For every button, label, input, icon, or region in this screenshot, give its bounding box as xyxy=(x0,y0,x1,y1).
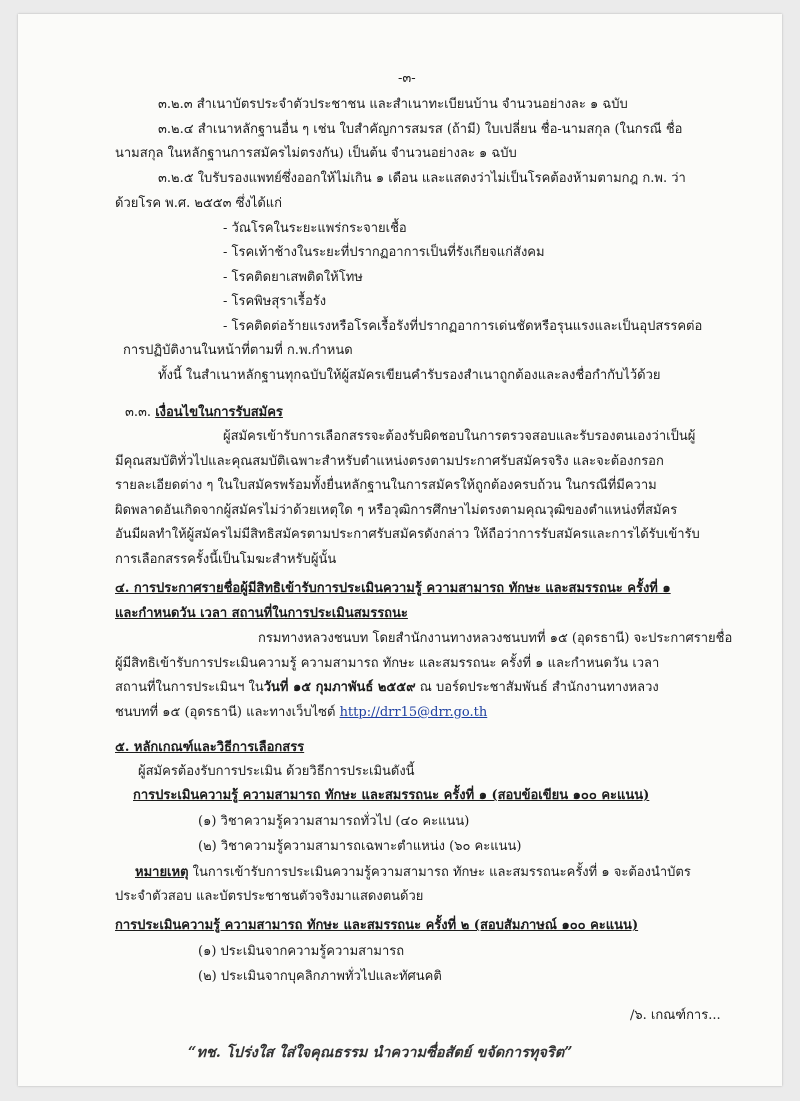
evaluation-2-item: (๑) ประเมินจากความรู้ความสามารถ xyxy=(198,944,405,959)
announcement-date-line xyxy=(115,679,659,697)
note-line-cont: ประจำตัวสอบ และบัตรประชาชนตัวจริงมาแสดงตนด้วย xyxy=(115,889,424,904)
evaluation-1-heading: การประเมินความรู้ ความสามารถ ทักษะ และสมรรถนะ ครั้งที่ ๑ (สอบข้อเขียน ๑๐๐ คะแนน) xyxy=(133,788,650,803)
paragraph-line: มีคุณสมบัติทั่วไปและคุณสมบัติเฉพาะสำหรับตำแหน่งตรงตามประกาศรับสมัครจริง และจะต้องกรอก xyxy=(115,454,664,469)
section-5-heading: ๕. หลักเกณฑ์และวิธีการเลือกสรร xyxy=(115,740,305,755)
section-4-heading: ๔. การประกาศรายชื่อผู้มีสิทธิเข้ารับการประเมินความรู้ ความสามารถ ทักษะ และสมรรถนะ ครั้งที่ ๑ xyxy=(115,581,671,596)
website-link[interactable]: http://drr15@drr.go.th xyxy=(339,705,488,720)
item-3-2-4-cont: นามสกุล ในหลักฐานการสมัครไม่ตรงกัน) เป็นต้น จำนวนอย่างละ ๑ ฉบับ xyxy=(115,146,517,161)
paragraph-line: ผู้มีสิทธิเข้ารับการประเมินความรู้ ความสามารถ ทักษะ และสมรรถนะ ครั้งที่ ๑ และกำหนดวัน เวลา xyxy=(115,656,660,671)
website-prefix: ชนบทที่ ๑๕ (อุดรธานี) และทางเว็บไซต์ xyxy=(115,705,340,720)
section-title: เงื่อนไขในการรับสมัคร xyxy=(155,405,283,420)
paragraph-line: การเลือกสรรครั้งนี้เป็นโมฆะสำหรับผู้นั้น xyxy=(115,552,337,567)
paragraph-line: รายละเอียดต่าง ๆ ในใบสมัครพร้อมทั้งยื่นหลักฐานในการสมัครให้ถูกต้องครบถ้วน ในกรณีที่มีความ xyxy=(115,478,657,493)
evaluation-1-item: (๑) วิชาความรู้ความสามารถทั่วไป (๔๐ คะแนน) xyxy=(198,814,470,829)
item-3-2-4: ๓.๒.๔ สำเนาหลักฐานอื่น ๆ เช่น ใบสำคัญการสมรส (ถ้ามี) ใบเปลี่ยน ชื่อ-นามสกุล (ในกรณี ชื่อ xyxy=(158,122,683,137)
note-line xyxy=(135,864,691,882)
continuation-marker: /๖. เกณฑ์การ... xyxy=(630,1008,721,1023)
note-label: หมายเหตุ xyxy=(135,865,189,880)
paragraph-line: ผิดพลาดอันเกิดจากผู้สมัครไม่ว่าด้วยเหตุใด ๆ หรือวุฒิการศึกษาไม่ตรงตามคุณวุฒิของตำแหน่งที่สมัคร xyxy=(115,503,678,518)
disease-item: - โรคพิษสุราเรื้อรัง xyxy=(223,294,327,309)
footer-slogan: “ทช. โปร่งใส ใส่ใจคุณธรรม นำความซื่อสัตย์ ขจัดการทุจริต” xyxy=(188,1044,573,1061)
evaluation-1-item: (๒) วิชาความรู้ความสามารถเฉพาะตำแหน่ง (๖๐ คะแนน) xyxy=(198,839,522,854)
paragraph-line: ผู้สมัครเข้ารับการเลือกสรรจะต้องรับผิดชอบในการตรวจสอบและรับรองตนเองว่าเป็นผู้ xyxy=(223,429,696,444)
evaluation-2-item: (๒) ประเมินจากบุคลิกภาพทั่วไปและทัศนคติ xyxy=(198,969,442,984)
document-page xyxy=(18,14,782,1086)
page-number: -๓- xyxy=(398,71,416,86)
evaluation-2-heading: การประเมินความรู้ ความสามารถ ทักษะ และสมรรถนะ ครั้งที่ ๒ (สอบสัมภาษณ์ ๑๐๐ คะแนน) xyxy=(115,918,639,933)
section-4-heading-cont: และกำหนดวัน เวลา สถานที่ในการประเมินสมรรถนะ xyxy=(115,606,408,621)
disease-item: - วัณโรคในระยะแพร่กระจายเชื้อ xyxy=(223,221,407,236)
announcement-date: วันที่ ๑๕ กุมภาพันธ์ ๒๕๕๙ xyxy=(263,680,416,695)
date-line-suffix: ณ บอร์ดประชาสัมพันธ์ สำนักงานทางหลวง xyxy=(415,680,659,695)
disease-item: - โรคเท้าช้างในระยะที่ปรากฏอาการเป็นที่รังเกียจแก่สังคม xyxy=(223,245,545,260)
disease-item: - โรคติดต่อร้ายแรงหรือโรคเรื้อรังที่ปรากฏอาการเด่นชัดหรือรุนแรงและเป็นอุปสรรคต่อ xyxy=(223,319,703,334)
disease-item-cont: การปฏิบัติงานในหน้าที่ตามที่ ก.พ.กำหนด xyxy=(123,343,353,358)
section-number: ๓.๓. xyxy=(125,405,152,420)
item-3-2-5-cont: ด้วยโรค พ.ศ. ๒๕๕๓ ซึ่งได้แก่ xyxy=(115,196,283,211)
paragraph-line: กรมทางหลวงชนบท โดยสำนักงานทางหลวงชนบทที่ ๑๕ (อุดรธานี) จะประกาศรายชื่อ xyxy=(258,631,733,646)
paragraph-line: อันมีผลทำให้ผู้สมัครไม่มีสิทธิสมัครตามประกาศรับสมัครดังกล่าว ให้ถือว่าการรับสมัครและการได้รับเข้ารับ xyxy=(115,527,700,542)
section-3-3-heading xyxy=(125,404,283,422)
date-line-prefix: สถานที่ในการประเมินฯ ใน xyxy=(115,680,264,695)
item-3-2-3: ๓.๒.๓ สำเนาบัตรประจำตัวประชาชน และสำเนาทะเบียนบ้าน จำนวนอย่างละ ๑ ฉบับ xyxy=(158,97,628,112)
certify-note: ทั้งนี้ ในสำเนาหลักฐานทุกฉบับให้ผู้สมัครเขียนคำรับรองสำเนาถูกต้องและลงชื่อกำกับไว้ด้วย xyxy=(158,368,661,383)
note-text: ในการเข้ารับการประเมินความรู้ความสามารถ ทักษะ และสมรรถนะครั้งที่ ๑ จะต้องนำบัตร xyxy=(188,865,691,880)
disease-item: - โรคติดยาเสพติดให้โทษ xyxy=(223,270,363,285)
section-5-intro: ผู้สมัครต้องรับการประเมิน ด้วยวิธีการประเมินดังนี้ xyxy=(138,764,415,779)
website-line xyxy=(115,704,487,722)
item-3-2-5: ๓.๒.๕ ใบรับรองแพทย์ซึ่งออกให้ไม่เกิน ๑ เดือน และแสดงว่าไม่เป็นโรคต้องห้ามตามกฎ ก.พ. ว่า xyxy=(158,171,686,186)
